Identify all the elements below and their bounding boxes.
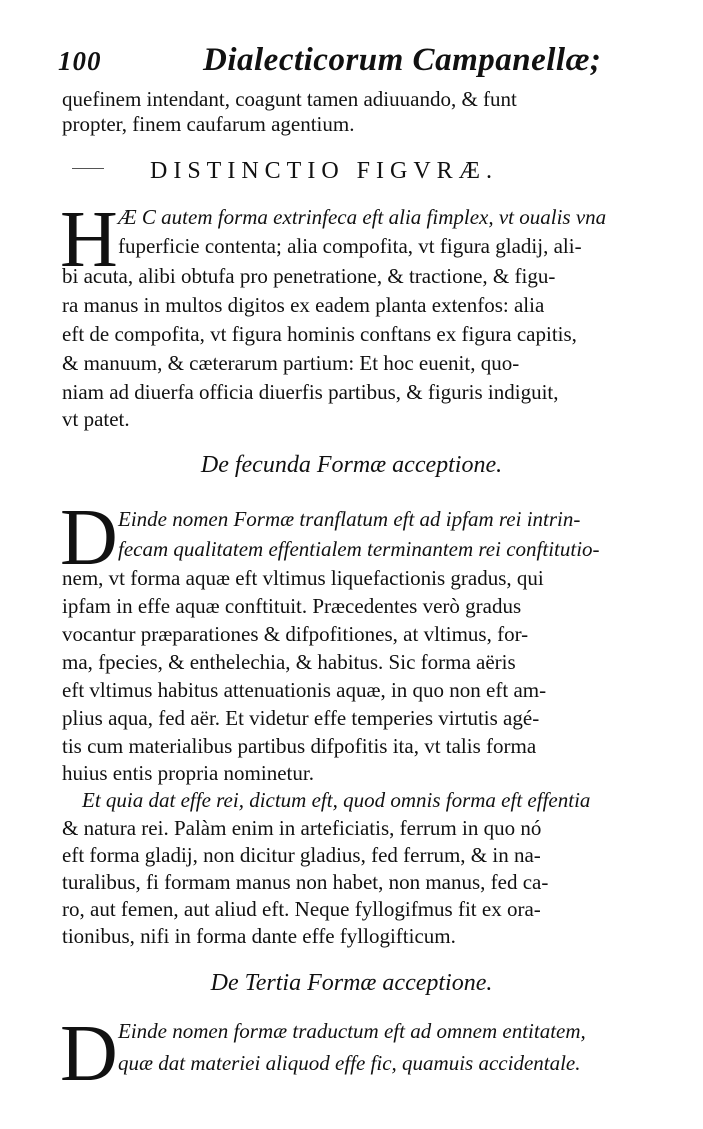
secunda-line-15: ro, aut femen, aut aliud eft. Neque fyllogifmus fit ex ora- [62, 897, 541, 921]
page-header [58, 38, 658, 82]
distinctio-line-2: fuperficie contenta; alia compofita, vt figura gladij, ali- [118, 234, 582, 258]
heading-tertia: De Tertia Formæ acceptione. [210, 970, 493, 996]
secunda-line-4: ipfam in effe aquæ conftituit. Præcedentes verò gradus [62, 594, 522, 618]
secunda-line-7: eft vltimus habitus attenuationis aquæ, in quo non eft am- [62, 678, 547, 702]
secunda-line-1: Einde nomen Formæ tranflatum eft ad ipfam rei intrin- [118, 507, 581, 531]
distinctio-line-8: vt patet. [62, 407, 130, 431]
page-number: 100 [58, 46, 102, 76]
distinctio-line-3: bi acuta, alibi obtufa pro penetratione, & tractione, & figu- [62, 264, 556, 288]
secunda-line-8: plius aqua, fed aër. Et videtur effe temperies virtutis agé- [62, 706, 540, 730]
distinctio-line-1: Æ C autem forma extrinfeca eft alia fimplex, vt oualis vna [118, 205, 607, 229]
secunda-line-16: tionibus, nifi in forma dante effe fyllogifticum. [62, 924, 456, 948]
secunda-line-12: & natura rei. Palàm enim in arteficiatis, ferrum in quo nó [62, 816, 542, 840]
secunda-line-14: turalibus, fi formam manus non habet, non manus, fed ca- [62, 870, 549, 894]
secunda-line-13: eft forma gladij, non dicitur gladius, fed ferrum, & in na- [62, 843, 541, 867]
ornament-rule [72, 168, 104, 169]
distinctio-line-6: & manuum, & cæterarum partium: Et hoc euenit, quo- [62, 351, 520, 375]
secunda-line-11: Et quia dat effe rei, dictum eft, quod omnis forma eft effentia [82, 788, 591, 812]
section-title: DISTINCTIO FIGVRÆ. [150, 158, 498, 184]
tertia-line-2: quæ dat materiei aliquod effe fic, quamuis accidentale. [118, 1051, 581, 1075]
tertia-line-1: Einde nomen formæ traductum eft ad omnem entitatem, [118, 1019, 586, 1043]
secunda-line-9: tis cum materialibus partibus difpofitis ita, vt talis forma [62, 734, 537, 758]
distinctio-line-7: niam ad diuerfa officia diuerfis partibus, & figuris indiguit, [62, 380, 559, 404]
dropcap-d-tertia: D [60, 1010, 118, 1098]
dropcap-d-secunda: D [60, 494, 118, 582]
secunda-line-5: vocantur præparationes & difpofitiones, at vltimus, for- [62, 622, 529, 646]
secunda-line-6: ma, fpecies, & enthelechia, & habitus. Sic forma aëris [62, 650, 516, 674]
intro-line-2: propter, finem caufarum agentium. [62, 112, 355, 136]
distinctio-line-4: ra manus in multos digitos ex eadem planta extenfos: alia [62, 293, 545, 317]
secunda-line-10: huius entis propria nominetur. [62, 761, 314, 785]
intro-line-1: quefinem intendant, coagunt tamen adiuuando, & funt [62, 87, 517, 111]
distinctio-line-5: eft de compofita, vt figura hominis conftans ex figura capitis, [62, 322, 577, 346]
secunda-line-2: fecam qualitatem effentialem terminantem rei conftitutio- [118, 537, 600, 561]
secunda-line-3: nem, vt forma aquæ eft vltimus liquefactionis gradus, qui [62, 566, 544, 590]
running-head: Dialecticorum Campanellæ; [203, 42, 602, 78]
heading-secunda: De fecunda Formæ acceptione. [200, 452, 503, 478]
dropcap-h: H [60, 196, 118, 284]
